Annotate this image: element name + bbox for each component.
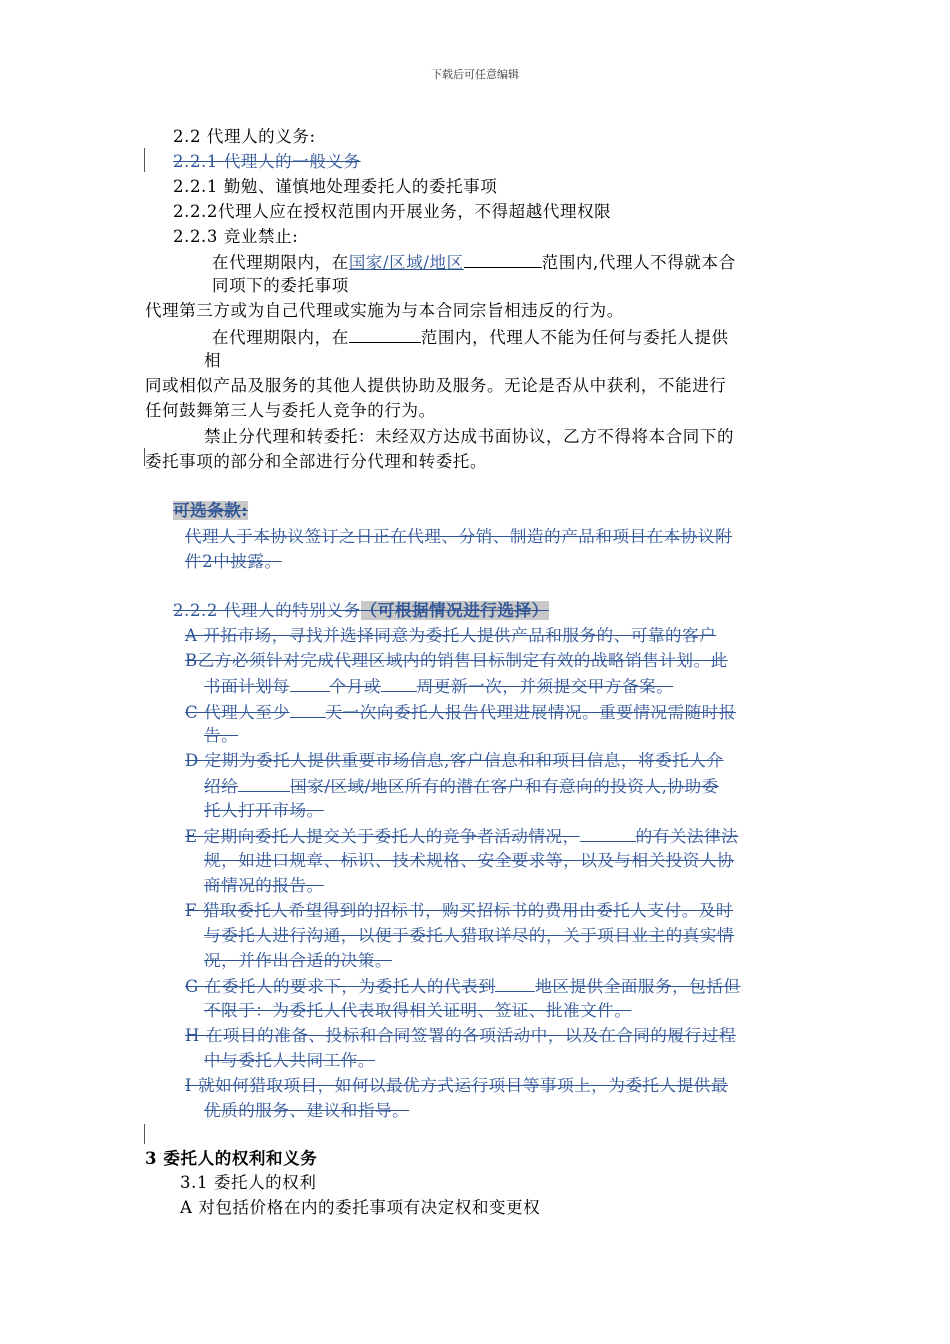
paragraph-line: 禁止分代理和转委托：未经双方达成书面协议，乙方不得将本合同下的 bbox=[204, 427, 735, 446]
paragraph-line: 同或相似产品及服务的其他人提供协助及服务。无论是否从中获利，不能进行 bbox=[145, 376, 727, 395]
paragraph-line: 代理第三方或为自己代理或实施为与本合同宗旨相违反的行为。 bbox=[145, 301, 624, 320]
item-b-cont: 书面计划每 个月或 周更新一次，并须提交甲方备案。 bbox=[204, 677, 674, 696]
change-bar bbox=[144, 1124, 145, 1144]
item-g-cont: 不限于：为委托人代表取得相关证明、签证、批准文件。 bbox=[204, 1001, 632, 1020]
clause-2-2-title: 2.2 代理人的义务: bbox=[173, 127, 316, 146]
item-i: I 就如何猎取项目，如何以最优方式运行项目等事项上，为委托人提供最 bbox=[185, 1076, 729, 1095]
item-h: H 在项目的准备、投标和合同签署的各项活动中，以及在合同的履行过程 bbox=[185, 1026, 736, 1045]
clause-3-1-a: A 对包括价格在内的委托事项有决定权和变更权 bbox=[180, 1198, 541, 1217]
item-c-cont: 告。 bbox=[204, 726, 239, 745]
item-g: G 在委托人的要求下，为委托人的代表到 地区提供全面服务，包括但 bbox=[185, 977, 741, 996]
item-e: E 定期向委托人提交关于委托人的竞争者活动情况， 的有关法律法 bbox=[185, 827, 739, 846]
optional-clause-line: 代理人于本协议签订之日正在代理、分销、制造的产品和项目在本协议附 bbox=[185, 527, 733, 546]
paragraph-line: 相 bbox=[204, 351, 222, 370]
item-a: A 开拓市场，寻找并选择同意为委托人提供产品和服务的、可靠的客户 bbox=[185, 626, 717, 645]
change-bar bbox=[144, 148, 145, 172]
item-f: F 猎取委托人希望得到的招标书，购买招标书的费用由委托人支付。及时 bbox=[185, 901, 733, 920]
item-b: B乙方必须针对完成代理区域内的销售目标制定有效的战略销售计划。此 bbox=[185, 651, 728, 670]
item-d: D 定期为委托人提供重要市场信息,客户信息和和项目信息，将委托人介 bbox=[185, 751, 724, 770]
clause-2-2-1-deleted: 2.2.1 代理人的一般义务 bbox=[173, 152, 361, 171]
item-f-cont: 与委托人进行沟通，以便于委托人猎取详尽的，关于项目业主的真实情 bbox=[204, 926, 735, 945]
paragraph-line: 委托事项的部分和全部进行分代理和转委托。 bbox=[145, 452, 487, 471]
section-3-title: 3 委托人的权利和义务 bbox=[145, 1149, 318, 1168]
paragraph-line: 在代理期限内，在 范围内，代理人不能为任何与委托人提供 bbox=[212, 328, 729, 347]
item-c: C 代理人至少 天一次向委托人报告代理进展情况。重要情况需随时报 bbox=[185, 703, 736, 722]
clause-2-2-3: 2.2.3 竞业禁止: bbox=[173, 227, 299, 246]
optional-clause-heading: 可选条款: bbox=[173, 501, 249, 520]
region-placeholder: 国家/区域/地区 bbox=[348, 253, 464, 272]
clause-2-2-1: 2.2.1 勤勉、谨慎地处理委托人的委托事项 bbox=[173, 177, 498, 196]
clause-2-2-2-special: 2.2.2 代理人的特别义务（可根据情况进行选择） bbox=[173, 601, 549, 620]
paragraph-line: 任何鼓舞第三人与委托人竞争的行为。 bbox=[145, 401, 436, 420]
paragraph-line: 在代理期限内，在国家/区域/地区 范围内,代理人不得就本合 bbox=[212, 253, 736, 272]
item-f-cont: 况，并作出合适的决策。 bbox=[204, 951, 393, 970]
clause-3-1: 3.1 委托人的权利 bbox=[180, 1173, 317, 1192]
page-header: 下载后可任意编辑 bbox=[431, 68, 519, 81]
optional-clause-line: 件2中披露。 bbox=[185, 552, 282, 571]
item-d-cont: 绍给 国家/区域/地区所有的潜在客户和有意向的投资人,协助委 bbox=[204, 777, 719, 796]
item-e-cont: 规，如进口规章、标识、技术规格、安全要求等，以及与相关投资人协 bbox=[204, 851, 735, 870]
item-h-cont: 中与委托人共同工作。 bbox=[204, 1051, 375, 1070]
paragraph-line: 同项下的委托事项 bbox=[212, 276, 349, 295]
item-d-cont: 托人打开市场。 bbox=[204, 801, 324, 820]
clause-2-2-2: 2.2.2代理人应在授权范围内开展业务，不得超越代理权限 bbox=[173, 202, 612, 221]
item-e-cont: 商情况的报告。 bbox=[204, 876, 324, 895]
item-i-cont: 优质的服务、建议和指导。 bbox=[204, 1101, 410, 1120]
